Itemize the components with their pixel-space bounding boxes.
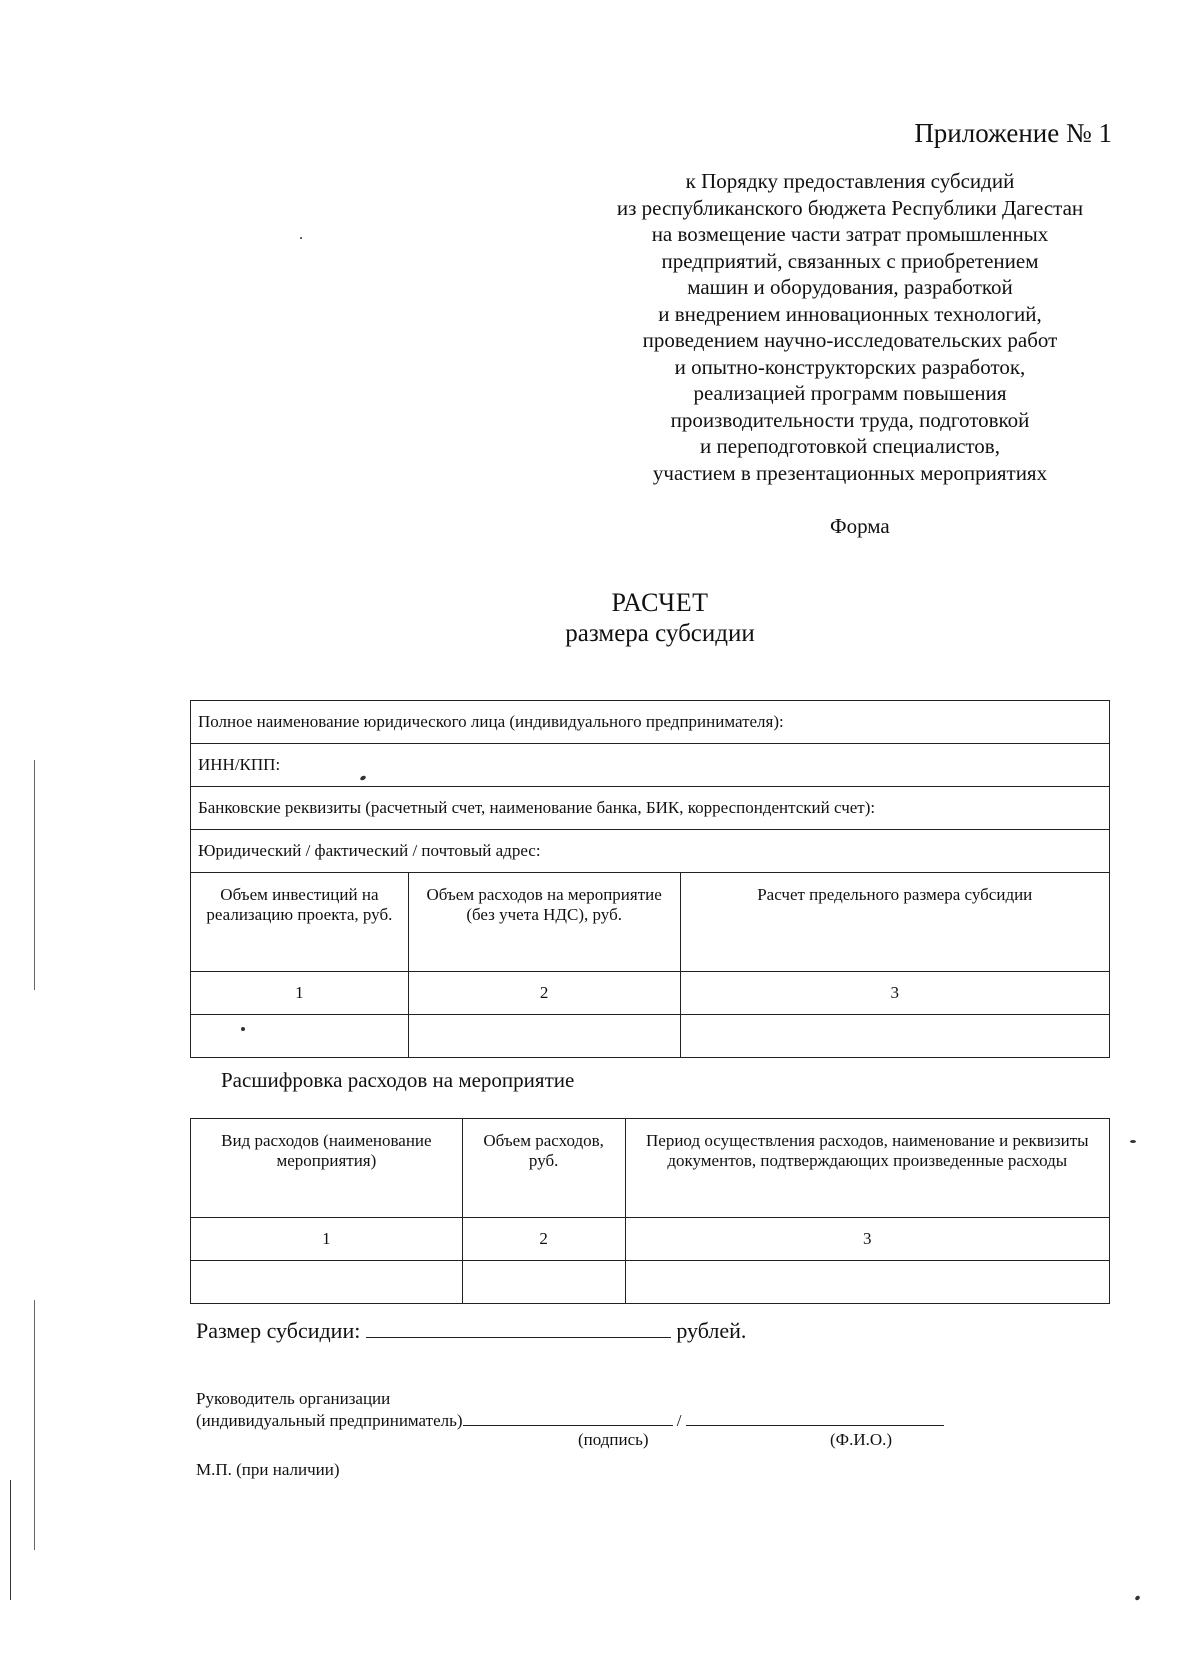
preamble-line: и внедрением инновационных технологий, xyxy=(658,301,1042,326)
table-header-row xyxy=(191,873,1110,972)
preamble-line: реализацией программ повышения xyxy=(693,381,1007,405)
subsidy-label: Размер субсидии: xyxy=(196,1318,361,1343)
signature-block xyxy=(196,1388,944,1432)
head-label-line1: Руководитель организации xyxy=(196,1389,391,1408)
full-name-caption: (Ф.И.О.) xyxy=(830,1430,893,1449)
signature-blank[interactable] xyxy=(463,1411,673,1426)
preamble-line: производительности труда, подготовкой xyxy=(670,407,1030,432)
column-header-investment: Объем инвестиций на реализацию проекта, руб. xyxy=(191,873,409,972)
signature-separator: / xyxy=(676,1411,682,1430)
expense-section-heading: Расшифровка расходов на мероприятие xyxy=(221,1068,575,1092)
column-header-expense-period: Период осуществления расходов, наименование и реквизиты документов, подтверждающих произведенные расходы xyxy=(625,1119,1109,1218)
table-header-row xyxy=(191,1119,1110,1218)
document-title: РАСЧЕТ xyxy=(611,588,709,617)
address-field[interactable]: Юридический / фактический / почтовый адрес: xyxy=(191,830,1110,873)
column-header-expense-type: Вид расходов (наименование мероприятия) xyxy=(191,1119,463,1218)
column-number: 1 xyxy=(191,972,409,1015)
column-number: 3 xyxy=(625,1218,1109,1261)
subsidy-amount-line xyxy=(196,1318,746,1344)
expenses-cell[interactable] xyxy=(408,1015,680,1058)
expense-type-cell[interactable] xyxy=(191,1261,463,1304)
preamble-line: из республиканского бюджета Республики Дагестан xyxy=(616,195,1084,220)
bank-details-field[interactable]: Банковские реквизиты (расчетный счет, наименование банка, БИК, корреспондентский счет): xyxy=(191,787,1110,830)
column-header-limit: Расчет предельного размера субсидии xyxy=(680,873,1109,972)
preamble xyxy=(560,168,1140,486)
full-name-blank[interactable] xyxy=(686,1411,944,1426)
preamble-line: предприятий, связанных с приобретением xyxy=(661,248,1039,273)
column-number: 2 xyxy=(408,972,680,1015)
subsidy-amount-blank[interactable] xyxy=(366,1319,671,1338)
signature-caption: (подпись) xyxy=(578,1430,649,1449)
expense-amount-cell[interactable] xyxy=(462,1261,625,1304)
expense-breakdown-table xyxy=(190,1118,1110,1304)
document-subtitle: размера субсидии xyxy=(565,620,755,647)
column-number: 3 xyxy=(680,972,1109,1015)
column-header-expense-amount: Объем расходов, руб. xyxy=(462,1119,625,1218)
table-row xyxy=(191,1261,1110,1304)
table-row xyxy=(191,787,1110,830)
subsidy-unit: рублей. xyxy=(676,1318,747,1343)
table-row xyxy=(191,830,1110,873)
subsidy-calculation-table xyxy=(190,700,1110,1058)
preamble-line: и опытно-конструкторских разработок, xyxy=(674,354,1026,379)
table-row xyxy=(191,744,1110,787)
expense-period-cell[interactable] xyxy=(625,1261,1109,1304)
preamble-line: и переподготовкой специалистов, xyxy=(700,434,1000,458)
preamble-line: участием в презентационных мероприятиях xyxy=(652,460,1048,485)
column-number-row xyxy=(191,1218,1110,1261)
column-number-row xyxy=(191,972,1110,1015)
legal-name-field[interactable]: Полное наименование юридического лица (индивидуального предпринимателя): xyxy=(191,701,1110,744)
preamble-line: на возмещение части затрат промышленных xyxy=(651,222,1049,246)
form-label: Форма xyxy=(830,514,890,538)
seal-label: М.П. (при наличии) xyxy=(196,1460,340,1479)
column-number: 1 xyxy=(191,1218,463,1261)
column-number: 2 xyxy=(462,1218,625,1261)
limit-cell[interactable] xyxy=(680,1015,1109,1058)
scan-speck xyxy=(241,1027,245,1031)
scan-speck xyxy=(300,237,302,239)
scan-margin-mark xyxy=(34,760,35,990)
column-header-expenses: Объем расходов на мероприятие (без учета НДС), руб. xyxy=(408,873,680,972)
preamble-line: к Порядку предоставления субсидий xyxy=(685,169,1015,193)
preamble-line: машин и оборудования, разработкой xyxy=(687,275,1013,299)
scan-margin-mark xyxy=(10,1480,11,1600)
table-row xyxy=(191,701,1110,744)
appendix-label: Приложение № 1 xyxy=(914,118,1112,148)
table-row xyxy=(191,1015,1110,1058)
scan-speck xyxy=(1130,1140,1136,1143)
investment-cell[interactable] xyxy=(191,1015,409,1058)
head-label-line2: (индивидуальный предприниматель) xyxy=(196,1411,463,1430)
inn-kpp-field[interactable]: ИНН/КПП: xyxy=(191,744,1110,787)
scan-margin-mark xyxy=(34,1300,35,1550)
scan-speck xyxy=(1134,1595,1140,1601)
preamble-line: проведением научно-исследовательских работ xyxy=(642,328,1058,352)
